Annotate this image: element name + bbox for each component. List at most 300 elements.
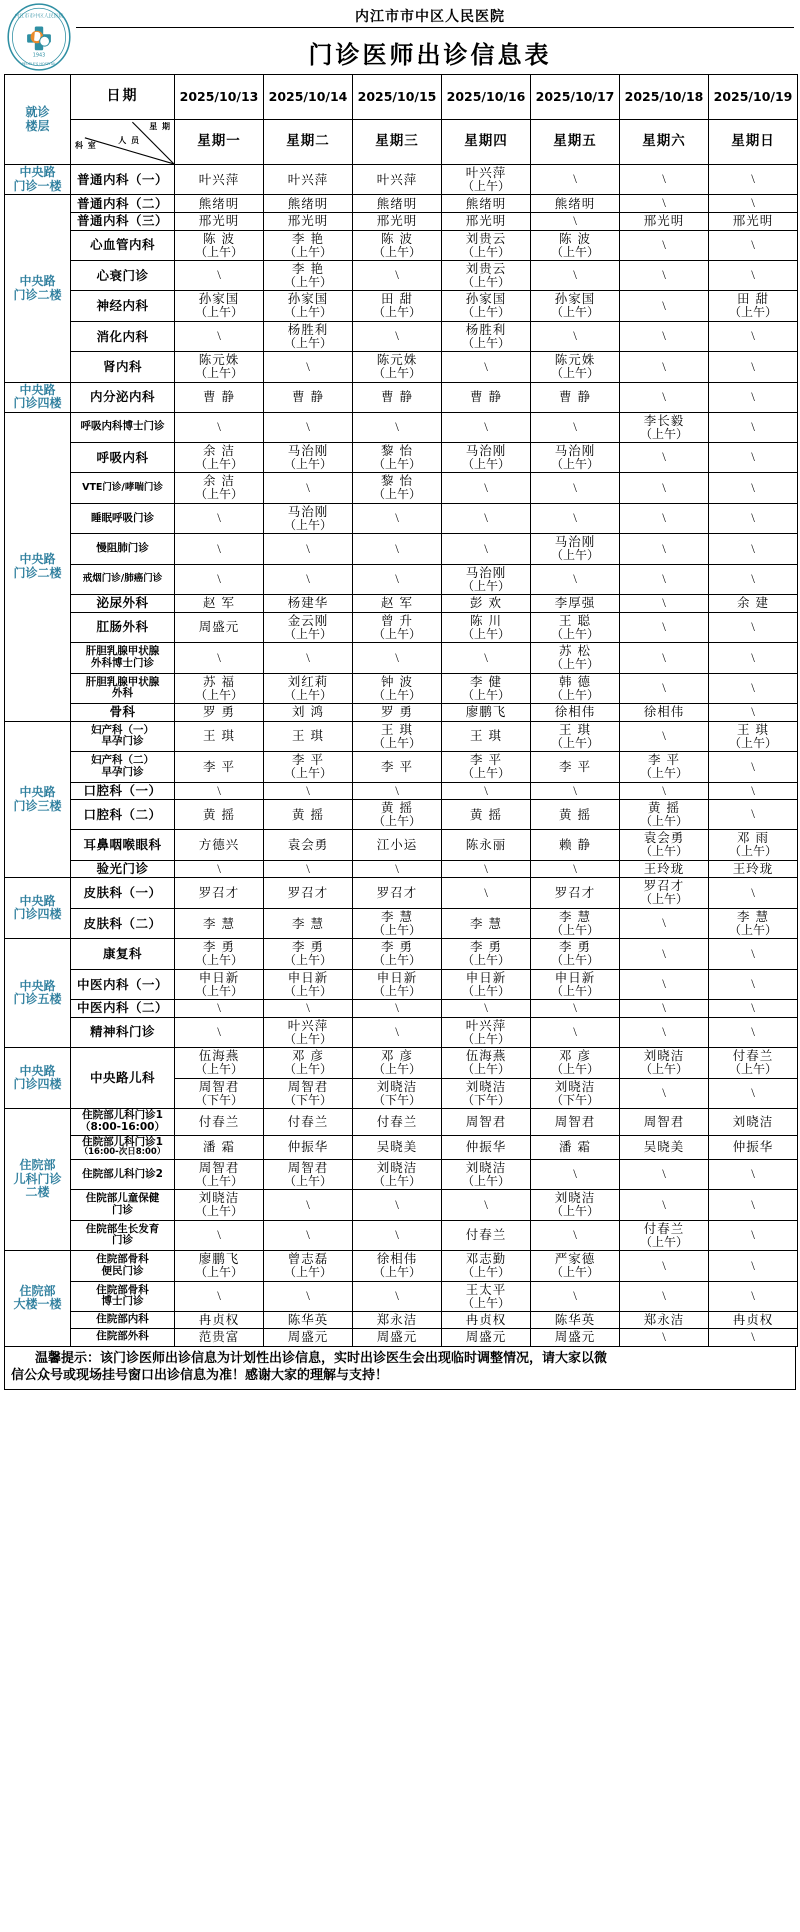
schedule-cell: 周盛元 — [531, 1329, 620, 1347]
schedule-cell: 熊绪明 — [264, 195, 353, 213]
table-row — [5, 382, 798, 412]
department-label: 心血管内科 — [71, 230, 175, 260]
schedule-cell: 付春兰 （上午） — [620, 1220, 709, 1250]
document-masthead — [0, 0, 800, 74]
schedule-cell: 李 慧 — [175, 908, 264, 938]
schedule-cell-empty: \ — [264, 860, 353, 878]
schedule-cell: 申日新 （上午） — [175, 969, 264, 999]
schedule-cell-empty: \ — [620, 1281, 709, 1311]
schedule-cell: 李 慧 — [264, 908, 353, 938]
schedule-cell-empty: \ — [709, 1159, 798, 1189]
floor-label-5: 中央路 门诊三楼 — [5, 721, 71, 878]
schedule-cell: 陈 川 （上午） — [442, 612, 531, 642]
schedule-cell: 陈华英 — [264, 1312, 353, 1329]
schedule-cell: 叶兴萍 （上午） — [442, 1017, 531, 1047]
schedule-cell: 熊绪明 — [353, 195, 442, 213]
schedule-cell: 赖 静 — [531, 830, 620, 860]
schedule-cell: 王 琪 （上午） — [709, 721, 798, 751]
schedule-cell: 邢光明 — [709, 212, 798, 230]
schedule-cell: 周盛元 — [264, 1329, 353, 1347]
schedule-cell-empty: \ — [264, 1220, 353, 1250]
schedule-cell-empty: \ — [620, 939, 709, 969]
schedule-cell-empty: \ — [353, 860, 442, 878]
schedule-cell-empty: \ — [620, 291, 709, 321]
schedule-cell-empty: \ — [531, 503, 620, 533]
department-label: 骨科 — [71, 704, 175, 722]
schedule-cell-empty: \ — [709, 564, 798, 594]
schedule-cell-empty: \ — [531, 321, 620, 351]
department-label: 呼吸内科博士门诊 — [71, 412, 175, 442]
schedule-cell-empty: \ — [709, 1329, 798, 1347]
schedule-cell: 邢光明 — [353, 212, 442, 230]
weekday-header-3: 星期三 — [353, 120, 442, 165]
table-row — [5, 878, 798, 908]
schedule-cell: 付春兰 — [353, 1109, 442, 1136]
schedule-cell: 马治刚 （上午） — [264, 443, 353, 473]
table-row — [5, 908, 798, 938]
schedule-cell-empty: \ — [620, 473, 709, 503]
schedule-cell: 冉贞权 — [442, 1312, 531, 1329]
schedule-cell-empty: \ — [175, 643, 264, 673]
table-row — [5, 1190, 798, 1220]
schedule-cell: 曹 静 — [531, 382, 620, 412]
floor-label-9: 住院部 儿科门诊 二楼 — [5, 1109, 71, 1251]
table-row — [5, 230, 798, 260]
schedule-cell: 李 平 — [531, 752, 620, 782]
schedule-cell: 孙家国 （上午） — [175, 291, 264, 321]
department-label: 中医内科（一） — [71, 969, 175, 999]
schedule-cell: 钟 波 （上午） — [353, 673, 442, 703]
schedule-cell: 李 平 — [175, 752, 264, 782]
schedule-cell-empty: \ — [264, 1000, 353, 1018]
schedule-cell-empty: \ — [175, 782, 264, 800]
schedule-cell: 申日新 （上午） — [264, 969, 353, 999]
department-label: 皮肤科（二） — [71, 908, 175, 938]
schedule-cell: 王玲珑 — [620, 860, 709, 878]
schedule-cell-empty: \ — [709, 352, 798, 382]
schedule-cell: 李长毅 （上午） — [620, 412, 709, 442]
schedule-cell-empty: \ — [709, 382, 798, 412]
schedule-cell-empty: \ — [353, 412, 442, 442]
schedule-cell-empty: \ — [620, 503, 709, 533]
department-label: 住院部外科 — [71, 1329, 175, 1347]
footer-note-line-2: 信公众号或现场挂号窗口出诊信息为准！感谢大家的理解与支持！ — [11, 1368, 389, 1384]
floor-label-1: 中央路 门诊一楼 — [5, 165, 71, 195]
schedule-cell: 伍海燕 （上午） — [175, 1048, 264, 1078]
department-label: 住院部儿科门诊1 （8:00-16:00） — [71, 1109, 175, 1136]
date-header-5: 2025/10/17 — [531, 75, 620, 120]
schedule-cell: 罗召才 — [175, 878, 264, 908]
date-header-1: 2025/10/13 — [175, 75, 264, 120]
schedule-cell-empty: \ — [353, 1220, 442, 1250]
schedule-cell: 邓 彦 （上午） — [531, 1048, 620, 1078]
schedule-cell: 孙家国 （上午） — [264, 291, 353, 321]
schedule-cell: 曹 静 — [175, 382, 264, 412]
document-title: 门诊医师出诊信息表 — [308, 41, 552, 69]
schedule-cell: 严家德 （上午） — [531, 1251, 620, 1281]
schedule-cell-empty: \ — [620, 260, 709, 290]
schedule-cell: 孙家国 （上午） — [442, 291, 531, 321]
schedule-cell: 苏 福 （上午） — [175, 673, 264, 703]
department-label: 呼吸内科 — [71, 443, 175, 473]
schedule-cell: 伍海燕 （上午） — [442, 1048, 531, 1078]
department-label: 妇产科（二） 早孕门诊 — [71, 752, 175, 782]
schedule-cell-empty: \ — [353, 503, 442, 533]
table-row — [5, 1017, 798, 1047]
schedule-cell: 陈元姝 （上午） — [353, 352, 442, 382]
footer-note — [4, 1347, 796, 1390]
department-label: 验光门诊 — [71, 860, 175, 878]
schedule-cell: 郑永洁 — [620, 1312, 709, 1329]
schedule-cell: 陈元姝 （上午） — [175, 352, 264, 382]
schedule-cell: 刘晓洁 （下午） — [353, 1078, 442, 1108]
table-row — [5, 860, 798, 878]
schedule-cell: 黄 摇 （上午） — [353, 800, 442, 830]
hospital-name: 内江市市中区人民医院 — [355, 9, 505, 25]
table-row — [5, 291, 798, 321]
schedule-cell: 陈元姝 （上午） — [531, 352, 620, 382]
schedule-cell: 邓 雨 （上午） — [709, 830, 798, 860]
schedule-cell-empty: \ — [353, 321, 442, 351]
schedule-cell: 申日新 （上午） — [531, 969, 620, 999]
schedule-cell: 李 平 （上午） — [264, 752, 353, 782]
department-label: 中央路儿科 — [71, 1048, 175, 1109]
table-row — [5, 612, 798, 642]
department-label: 心衰门诊 — [71, 260, 175, 290]
schedule-cell: 刘晓洁 （下午） — [442, 1078, 531, 1108]
schedule-cell-empty: \ — [709, 800, 798, 830]
schedule-cell-empty: \ — [709, 782, 798, 800]
schedule-cell-empty: \ — [531, 412, 620, 442]
department-label: 肾内科 — [71, 352, 175, 382]
schedule-cell-empty: \ — [620, 564, 709, 594]
schedule-cell: 杨胜利 （上午） — [442, 321, 531, 351]
schedule-cell-empty: \ — [353, 1017, 442, 1047]
schedule-cell-empty: \ — [175, 564, 264, 594]
schedule-cell-empty: \ — [531, 473, 620, 503]
schedule-cell-empty: \ — [175, 321, 264, 351]
schedule-cell: 金云刚 （上午） — [264, 612, 353, 642]
schedule-cell: 潘 霜 — [531, 1135, 620, 1159]
schedule-cell: 余 洁 （上午） — [175, 443, 264, 473]
date-header-2: 2025/10/14 — [264, 75, 353, 120]
table-row — [5, 564, 798, 594]
floor-label-4: 中央路 门诊二楼 — [5, 412, 71, 721]
weekday-header-4: 星期四 — [442, 120, 531, 165]
schedule-cell: 邢光明 — [620, 212, 709, 230]
department-label: 普通内科（三） — [71, 212, 175, 230]
schedule-cell: 王 琪 （上午） — [353, 721, 442, 751]
schedule-cell-empty: \ — [531, 1000, 620, 1018]
schedule-cell-empty: \ — [442, 1190, 531, 1220]
weekday-header-6: 星期六 — [620, 120, 709, 165]
table-row — [5, 473, 798, 503]
schedule-cell: 李 艳 （上午） — [264, 260, 353, 290]
schedule-cell-empty: \ — [353, 1190, 442, 1220]
schedule-cell: 刘晓洁 （上午） — [620, 1048, 709, 1078]
department-label: 耳鼻咽喉眼科 — [71, 830, 175, 860]
table-row — [5, 321, 798, 351]
diagonal-label-weekday: 星 期 — [149, 122, 171, 131]
schedule-cell: 罗召才 — [264, 878, 353, 908]
schedule-cell: 叶兴萍 （上午） — [264, 1017, 353, 1047]
hospital-logo — [4, 2, 74, 72]
schedule-cell: 仲振华 — [264, 1135, 353, 1159]
schedule-cell-empty: \ — [175, 1220, 264, 1250]
schedule-cell: 马治刚 （上午） — [264, 503, 353, 533]
diagonal-label-staff: 人 员 — [118, 136, 140, 145]
table-row — [5, 673, 798, 703]
schedule-cell: 李 勇 （上午） — [264, 939, 353, 969]
schedule-cell: 冉贞权 — [175, 1312, 264, 1329]
schedule-cell: 叶兴萍 — [175, 165, 264, 195]
schedule-cell-empty: \ — [442, 534, 531, 564]
department-label: 住院部生长发育 门诊 — [71, 1220, 175, 1250]
schedule-cell-empty: \ — [620, 352, 709, 382]
department-label: 皮肤科（一） — [71, 878, 175, 908]
schedule-cell-empty: \ — [442, 473, 531, 503]
schedule-cell: 周盛元 — [353, 1329, 442, 1347]
schedule-cell: 杨建华 — [264, 595, 353, 613]
department-label: 住院部儿科门诊2 — [71, 1159, 175, 1189]
schedule-cell-empty: \ — [620, 1190, 709, 1220]
date-row-label: 日期 — [71, 75, 175, 120]
department-label: 神经内科 — [71, 291, 175, 321]
department-label: 住院部儿科门诊1 （16:00-次日8:00） — [71, 1135, 175, 1159]
schedule-table-body — [5, 75, 798, 1347]
schedule-cell-empty: \ — [709, 412, 798, 442]
schedule-cell: 李 平 （上午） — [620, 752, 709, 782]
schedule-cell: 黄 摇 — [175, 800, 264, 830]
schedule-cell: 李 慧 （上午） — [353, 908, 442, 938]
department-label: 住院部儿童保健 门诊 — [71, 1190, 175, 1220]
schedule-cell: 苏 松 （上午） — [531, 643, 620, 673]
schedule-cell-empty: \ — [264, 412, 353, 442]
table-row — [5, 412, 798, 442]
schedule-cell: 王 琪 — [175, 721, 264, 751]
schedule-cell-empty: \ — [620, 643, 709, 673]
table-row — [5, 1312, 798, 1329]
department-label: 肝胆乳腺甲状腺 外科博士门诊 — [71, 643, 175, 673]
schedule-cell: 马治刚 （上午） — [531, 443, 620, 473]
table-header-row-dates — [5, 75, 798, 120]
schedule-cell-empty: \ — [175, 1017, 264, 1047]
schedule-cell: 黄 摇 — [531, 800, 620, 830]
schedule-cell: 黄 摇 （上午） — [620, 800, 709, 830]
schedule-cell: 熊绪明 — [175, 195, 264, 213]
table-row — [5, 352, 798, 382]
schedule-cell: 王 琪 — [264, 721, 353, 751]
schedule-cell-empty: \ — [709, 503, 798, 533]
schedule-cell-empty: \ — [709, 165, 798, 195]
schedule-cell: 李 慧 （上午） — [709, 908, 798, 938]
schedule-cell: 罗召才 （上午） — [620, 878, 709, 908]
schedule-cell-empty: \ — [353, 782, 442, 800]
diagonal-label-department: 科 室 — [75, 141, 97, 150]
schedule-cell-empty: \ — [620, 595, 709, 613]
schedule-cell: 赵 军 — [353, 595, 442, 613]
schedule-cell-empty: \ — [175, 503, 264, 533]
schedule-cell: 申日新 （上午） — [442, 969, 531, 999]
schedule-cell-empty: \ — [620, 1017, 709, 1047]
schedule-cell-empty: \ — [709, 752, 798, 782]
table-row — [5, 782, 798, 800]
schedule-cell-empty: \ — [175, 412, 264, 442]
schedule-cell: 黄 摇 — [264, 800, 353, 830]
schedule-cell-empty: \ — [531, 860, 620, 878]
schedule-cell-empty: \ — [709, 443, 798, 473]
department-label: 戒烟门诊/肺癌门诊 — [71, 564, 175, 594]
schedule-cell: 刘红莉 （上午） — [264, 673, 353, 703]
schedule-cell: 申日新 （上午） — [353, 969, 442, 999]
schedule-cell-empty: \ — [620, 782, 709, 800]
schedule-cell-empty: \ — [620, 321, 709, 351]
weekday-header-7: 星期日 — [709, 120, 798, 165]
table-row — [5, 1109, 798, 1136]
schedule-cell: 付春兰 — [175, 1109, 264, 1136]
schedule-cell: 曾志磊 （上午） — [264, 1251, 353, 1281]
schedule-cell: 叶兴萍 （上午） — [442, 165, 531, 195]
schedule-cell-empty: \ — [442, 1000, 531, 1018]
schedule-cell-empty: \ — [442, 412, 531, 442]
schedule-cell: 邓 彦 （上午） — [264, 1048, 353, 1078]
floor-label-10: 住院部 大楼一楼 — [5, 1251, 71, 1346]
schedule-cell-empty: \ — [709, 1281, 798, 1311]
schedule-cell-empty: \ — [709, 1251, 798, 1281]
schedule-cell: 曹 静 — [264, 382, 353, 412]
table-row — [5, 752, 798, 782]
schedule-cell-empty: \ — [620, 165, 709, 195]
schedule-table — [4, 74, 798, 1347]
schedule-cell: 刘 鸿 — [264, 704, 353, 722]
schedule-cell: 李 勇 （上午） — [175, 939, 264, 969]
schedule-cell-empty: \ — [353, 564, 442, 594]
schedule-cell: 李 平 — [353, 752, 442, 782]
table-row — [5, 939, 798, 969]
svg-text:内江市市中区人民医院: 内江市市中区人民医院 — [14, 13, 64, 20]
date-header-4: 2025/10/16 — [442, 75, 531, 120]
schedule-cell-empty: \ — [709, 612, 798, 642]
schedule-cell-empty: \ — [531, 1281, 620, 1311]
table-row — [5, 1251, 798, 1281]
table-row — [5, 830, 798, 860]
schedule-cell-empty: \ — [620, 1159, 709, 1189]
footer-note-line-1: 温馨提示：该门诊医师出诊信息为计划性出诊信息，实时出诊医生会出现临时调整情况，请大家以微 — [35, 1350, 608, 1366]
schedule-cell: 田 甜 （上午） — [709, 291, 798, 321]
schedule-cell: 叶兴萍 — [264, 165, 353, 195]
schedule-cell: 袁会勇 （上午） — [620, 830, 709, 860]
floor-label-2: 中央路 门诊二楼 — [5, 195, 71, 382]
schedule-cell-empty: \ — [709, 1190, 798, 1220]
schedule-cell: 廖鹏飞 — [442, 704, 531, 722]
schedule-cell-empty: \ — [620, 1078, 709, 1108]
schedule-cell: 李 平 （上午） — [442, 752, 531, 782]
department-label: 中医内科（二） — [71, 1000, 175, 1018]
schedule-cell-empty: \ — [709, 704, 798, 722]
department-label: 消化内科 — [71, 321, 175, 351]
schedule-cell-empty: \ — [709, 969, 798, 999]
schedule-cell-empty: \ — [442, 782, 531, 800]
schedule-cell-empty: \ — [620, 908, 709, 938]
schedule-cell: 刘晓洁 — [709, 1109, 798, 1136]
schedule-cell-empty: \ — [531, 212, 620, 230]
department-label: 住院部内科 — [71, 1312, 175, 1329]
table-row — [5, 643, 798, 673]
department-label: 肛肠外科 — [71, 612, 175, 642]
schedule-cell-empty: \ — [709, 534, 798, 564]
schedule-cell-empty: \ — [264, 643, 353, 673]
table-row — [5, 969, 798, 999]
table-row — [5, 534, 798, 564]
schedule-cell: 李 慧 （上午） — [531, 908, 620, 938]
schedule-cell: 王 琪 — [442, 721, 531, 751]
schedule-cell-empty: \ — [709, 230, 798, 260]
schedule-cell: 杨胜利 （上午） — [264, 321, 353, 351]
schedule-cell-empty: \ — [620, 673, 709, 703]
schedule-cell-empty: \ — [531, 260, 620, 290]
schedule-cell: 邓志勤 （上午） — [442, 1251, 531, 1281]
schedule-cell: 刘贵云 （上午） — [442, 260, 531, 290]
schedule-cell: 罗 勇 — [353, 704, 442, 722]
weekday-header-2: 星期二 — [264, 120, 353, 165]
schedule-cell: 付春兰 （上午） — [709, 1048, 798, 1078]
table-row — [5, 1048, 798, 1078]
department-label: 口腔科（一） — [71, 782, 175, 800]
schedule-cell-empty: \ — [442, 860, 531, 878]
table-row — [5, 1281, 798, 1311]
schedule-cell: 黎 怡 （上午） — [353, 443, 442, 473]
schedule-cell-empty: \ — [709, 195, 798, 213]
schedule-cell: 李 勇 （上午） — [442, 939, 531, 969]
schedule-cell: 王玲珑 — [709, 860, 798, 878]
schedule-cell-empty: \ — [264, 564, 353, 594]
schedule-cell-empty: \ — [709, 260, 798, 290]
schedule-cell: 仲振华 — [709, 1135, 798, 1159]
schedule-cell: 陈华英 — [531, 1312, 620, 1329]
schedule-cell-empty: \ — [264, 352, 353, 382]
schedule-cell: 刘晓洁 （上午） — [442, 1159, 531, 1189]
schedule-cell: 李 勇 （上午） — [531, 939, 620, 969]
schedule-cell: 陈永丽 — [442, 830, 531, 860]
schedule-cell: 韩 德 （上午） — [531, 673, 620, 703]
schedule-cell: 周盛元 — [175, 612, 264, 642]
department-label: 普通内科（二） — [71, 195, 175, 213]
schedule-cell: 吴晓美 — [620, 1135, 709, 1159]
schedule-cell-empty: \ — [620, 1329, 709, 1347]
schedule-cell-empty: \ — [175, 1000, 264, 1018]
schedule-cell: 刘晓洁 （下午） — [531, 1078, 620, 1108]
schedule-cell: 周智君 （上午） — [175, 1159, 264, 1189]
schedule-cell-empty: \ — [709, 878, 798, 908]
department-label: 泌尿外科 — [71, 595, 175, 613]
schedule-cell: 曹 静 — [442, 382, 531, 412]
svg-text:PEOPLE'S HOSPITAL: PEOPLE'S HOSPITAL — [21, 62, 57, 66]
table-row — [5, 165, 798, 195]
schedule-cell-empty: \ — [620, 1000, 709, 1018]
svg-text:1943: 1943 — [32, 52, 46, 59]
schedule-cell: 刘贵云 （上午） — [442, 230, 531, 260]
schedule-cell-empty: \ — [620, 443, 709, 473]
header-divider — [76, 27, 794, 28]
schedule-cell: 叶兴萍 — [353, 165, 442, 195]
schedule-cell-empty: \ — [442, 878, 531, 908]
schedule-cell-empty: \ — [709, 1220, 798, 1250]
department-label: 普通内科（一） — [71, 165, 175, 195]
schedule-cell: 徐相伟 — [620, 704, 709, 722]
schedule-cell: 周智君 — [620, 1109, 709, 1136]
schedule-cell: 马治刚 （上午） — [442, 564, 531, 594]
schedule-cell: 黄 摇 — [442, 800, 531, 830]
